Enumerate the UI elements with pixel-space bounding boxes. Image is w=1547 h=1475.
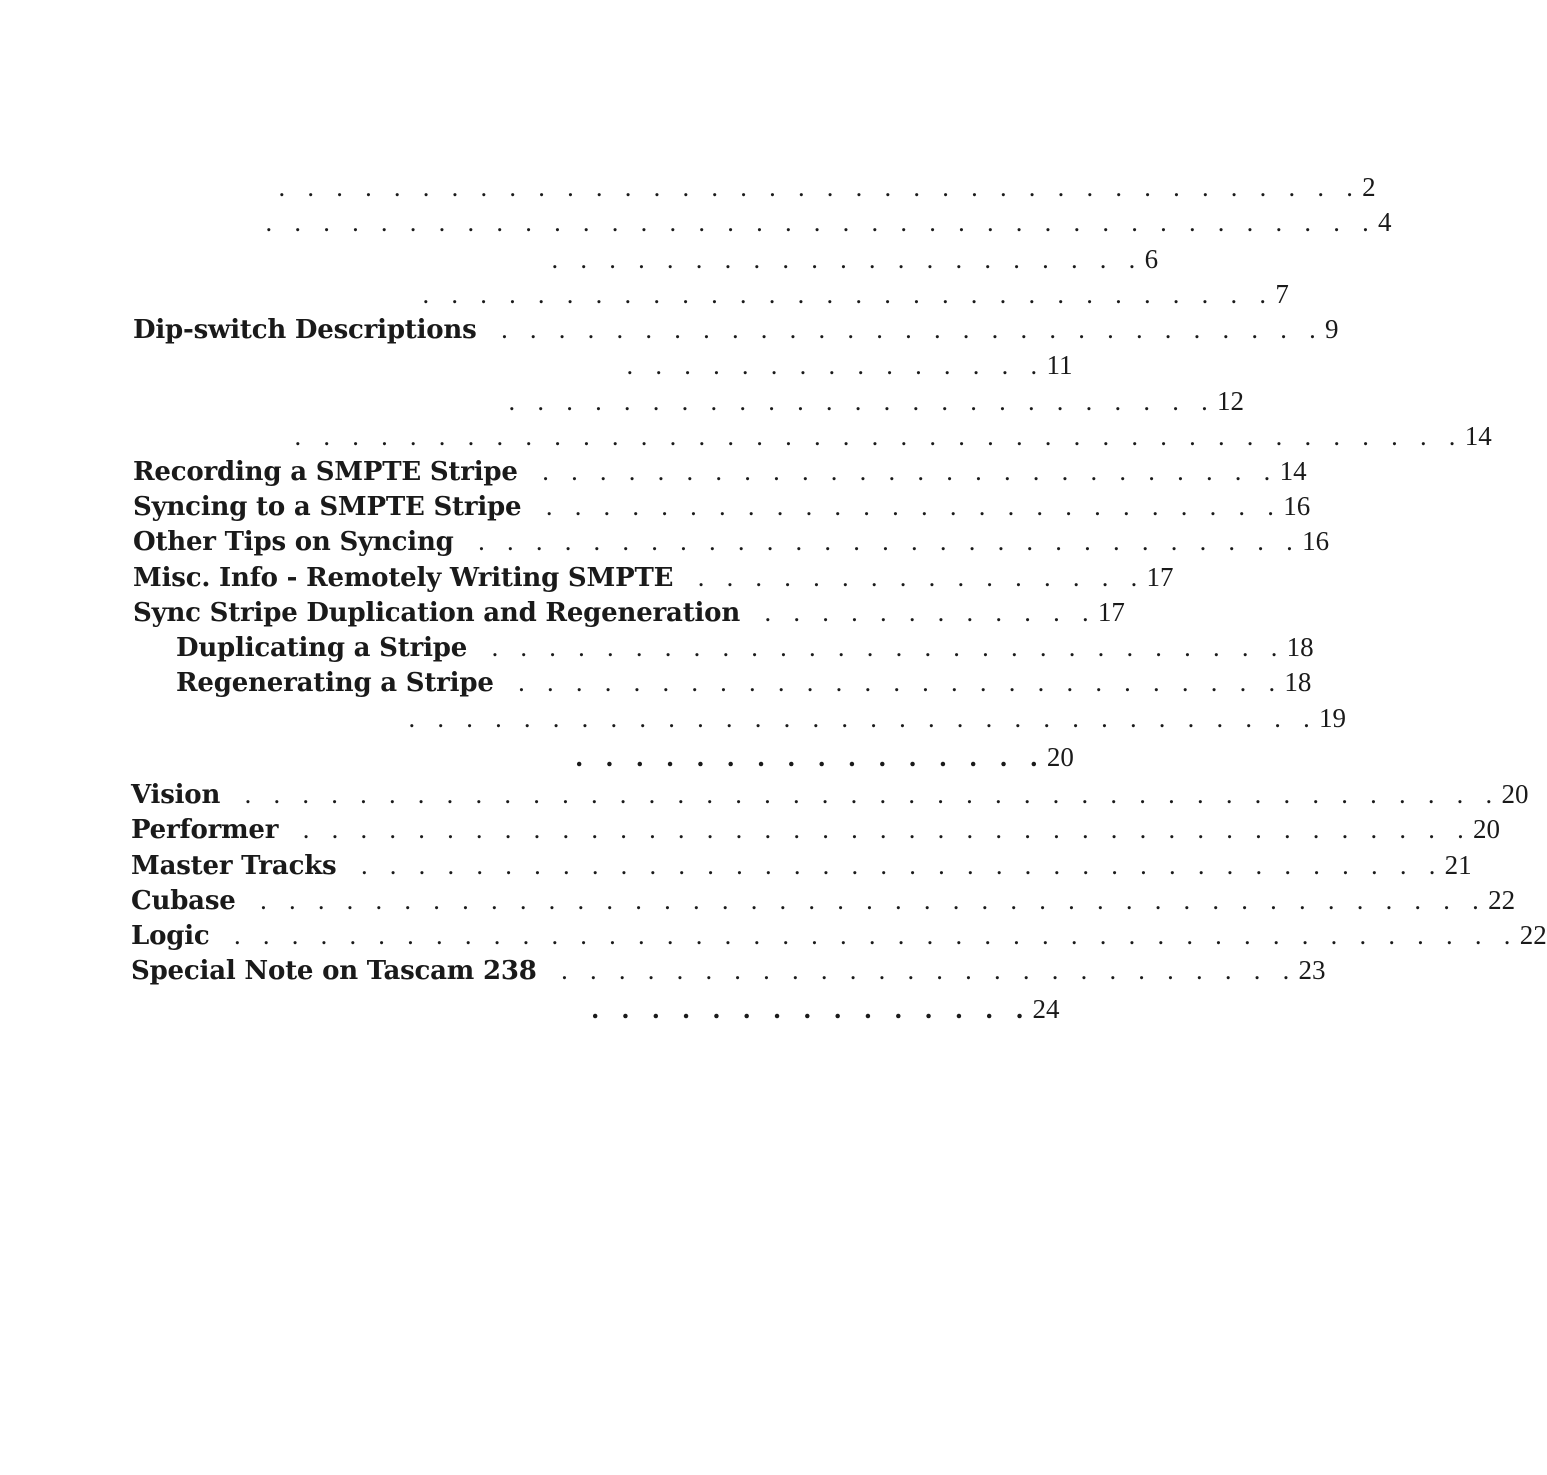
- toc-entry: [294, 421, 1492, 451]
- dot-leader: . . . . . . . . . . . . . . .: [591, 995, 1031, 1024]
- toc-page-number: 12: [1217, 386, 1245, 416]
- toc-entry: [278, 172, 1376, 202]
- toc-entry: [551, 244, 1159, 274]
- toc-entry: [575, 742, 1074, 772]
- toc-page-number: 16: [1302, 526, 1330, 556]
- toc-entry: [131, 814, 1501, 845]
- dot-leader: . . . . . . . . . . . .: [764, 599, 1096, 627]
- dot-leader: . . . . . . . . . . . . . . . . . . . . . . . . . .: [560, 957, 1297, 985]
- toc-entry: [422, 279, 1289, 309]
- toc-page-number: 24: [1032, 994, 1060, 1024]
- dot-leader: . . . . . . . . . . . . . . . . . . . . . . . . . . . . . . . . . . . . . . . . . . .: [259, 887, 1487, 915]
- toc-page-number: 20: [1046, 742, 1074, 772]
- toc-entry: [131, 779, 1529, 810]
- toc-entry: [131, 920, 1547, 951]
- dot-leader: . . . . . . . . . . . . . . . . . . . . . . . . . . . .: [491, 634, 1285, 662]
- toc-page-number: 11: [1046, 350, 1073, 380]
- toc-entry: [408, 703, 1347, 733]
- toc-entry: [131, 955, 1326, 986]
- toc-entry-title: Duplicating a Stripe: [176, 633, 468, 663]
- dot-leader: . . . . . . . . . . . . . . . . . . . . . . . . .: [508, 388, 1216, 416]
- toc-entry-title: Other Tips on Syncing: [133, 527, 454, 557]
- toc-entry: [131, 885, 1516, 916]
- dot-leader: . . . . . . . . . . . . . . . . . . . . . . . . . . . . .: [477, 528, 1301, 556]
- toc-entry-title: Logic: [131, 921, 210, 951]
- dot-leader: . . . . . . . . . . . . . . . . . . . . . . . . . .: [545, 493, 1282, 521]
- toc-entry: [176, 632, 1314, 663]
- toc-page-number: 6: [1144, 244, 1159, 274]
- dot-leader: . . . . . . . . . . . . . . . . . . . . . . . . . . . . . . . . . . . . . . . . .: [294, 423, 1463, 451]
- toc-page-number: 4: [1378, 207, 1392, 237]
- toc-entry-title: Cubase: [131, 886, 236, 916]
- toc-page-number: 14: [1464, 421, 1492, 451]
- toc-entry-title: Vision: [131, 780, 221, 810]
- dot-leader: . . . . . . . . . . . . . . . . . . . . . . . . . . .: [517, 669, 1283, 697]
- toc-entry-title: Special Note on Tascam 238: [131, 956, 537, 986]
- dot-leader: . . . . . . . . . . . . . . . . . . . . .: [551, 246, 1143, 274]
- toc-page-number: 16: [1283, 491, 1311, 521]
- toc-page-number: 7: [1275, 279, 1289, 309]
- toc-entry: [591, 994, 1060, 1024]
- dot-leader: . . . . . . . . . . . . . . . . . . . . . . . . . . . . . . . . . . . . . . . . .: [302, 816, 1472, 844]
- toc-page-number: 17: [1146, 562, 1174, 592]
- dot-leader: . . . . . . . . . . . . . . . . . . . . . . . . . .: [541, 458, 1278, 486]
- toc-entry: [131, 850, 1472, 881]
- toc-page-number: 2: [1362, 172, 1376, 202]
- toc-entry-title: Dip-switch Descriptions: [133, 315, 477, 345]
- toc-entry: [508, 386, 1245, 416]
- toc-page-number: 18: [1286, 632, 1314, 662]
- toc-entry: [626, 350, 1073, 380]
- dot-leader: . . . . . . . . . . . . . . . . . . . . . . . . . . . . . . . . . . . . . . .: [265, 209, 1377, 237]
- toc-entry: [133, 314, 1339, 345]
- dot-leader: . . . . . . . . . . . . . . . . . . . . . . . . . . . . . . . . . . . . . . . . . . . . .: [233, 922, 1518, 950]
- dot-leader: . . . . . . . . . . . . . . . . . . . . . . . . . . . . . . . . . . . . . .: [278, 174, 1361, 202]
- toc-page-number: 23: [1298, 955, 1326, 985]
- toc-entry-title: Misc. Info - Remotely Writing SMPTE: [133, 563, 674, 593]
- toc-entry: [133, 456, 1307, 487]
- toc-page-number: 19: [1319, 703, 1347, 733]
- dot-leader: . . . . . . . . . . . . . . .: [626, 352, 1045, 380]
- toc-entry: [133, 491, 1311, 522]
- toc-page-number: 9: [1325, 314, 1339, 344]
- toc-entry-title: Recording a SMPTE Stripe: [133, 457, 518, 487]
- toc-entry-title: Syncing to a SMPTE Stripe: [133, 492, 522, 522]
- toc-entry-title: Regenerating a Stripe: [176, 668, 494, 698]
- toc-page-number: 22: [1488, 885, 1516, 915]
- toc-page-number: 18: [1284, 667, 1312, 697]
- dot-leader: . . . . . . . . . . . . . . . . . . . . . . . . . . . . .: [500, 316, 1324, 344]
- dot-leader: . . . . . . . . . . . . . . . . . . . . . . . . . . . . . . . . . . . . . . . . . . . .: [244, 781, 1500, 809]
- dot-leader: . . . . . . . . . . . . . . . . . . . . . . . . . . . . . . . .: [408, 705, 1318, 733]
- toc-entry: [176, 667, 1312, 698]
- toc-page-number: 21: [1444, 850, 1472, 880]
- toc-entry-title: Master Tracks: [131, 851, 337, 881]
- toc-page-number: 20: [1473, 814, 1501, 844]
- toc-page-number: 17: [1097, 597, 1125, 627]
- toc-entry: [133, 526, 1330, 557]
- dot-leader: . . . . . . . . . . . . . . . .: [697, 564, 1145, 592]
- dot-leader: . . . . . . . . . . . . . . . .: [575, 743, 1045, 772]
- dot-leader: . . . . . . . . . . . . . . . . . . . . . . . . . . . . . .: [422, 281, 1274, 309]
- toc-page-number: 14: [1279, 456, 1307, 486]
- dot-leader: . . . . . . . . . . . . . . . . . . . . . . . . . . . . . . . . . . . . . .: [360, 852, 1443, 880]
- toc-entry-title: Sync Stripe Duplication and Regeneration: [133, 598, 741, 628]
- toc-page-number: 20: [1501, 779, 1529, 809]
- toc-entry: [265, 207, 1392, 237]
- toc-page-number: 22: [1519, 920, 1547, 950]
- toc-entry-title: Performer: [131, 815, 279, 845]
- toc-entry: [133, 562, 1174, 593]
- toc-entry: [133, 597, 1125, 628]
